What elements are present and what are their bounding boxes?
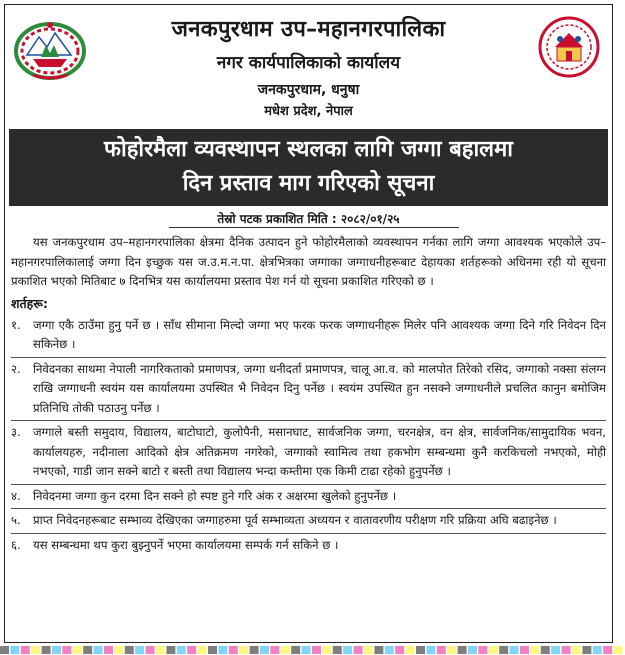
registration-mark (52, 646, 61, 654)
registration-mark (385, 646, 394, 654)
date-underline (169, 227, 459, 228)
registration-mark (260, 646, 269, 654)
conditions-heading: शर्तहरू: (11, 295, 48, 311)
registration-mark (499, 646, 508, 654)
registration-mark (406, 646, 415, 654)
registration-mark (0, 646, 9, 654)
registration-mark (250, 646, 259, 654)
registration-mark (489, 646, 498, 654)
condition-text: निवेदनमा जग्गा कुन दरमा दिन सक्ने हो स्पष्ट हुने गरि अंक र अक्षरमा खुलेको हुनुपर्नेछ । (33, 488, 397, 503)
condition-text: जग्गाले बस्ती समुदाय, विद्यालय, बाटोघाटो, कुलोपैनी, मसानघाट, सार्वजनिक जग्गा, चरनक्षेत्र, वन क्षेत्र, सार्वजनिक/सामुदायिक भवन, कार्यालयहरु, नदीनाला आदिको क्षेत्र अतिक्रमण नगरेको, जग्गाको स्वामित्व तथा हकभोग सम्बन्धमा कुनै करकिचलो नभएको, मोही नभएको, गाडी जान सक्ने बाटो र बस्ती तथा विद्यालय भन्दा कम्तीमा एक किमी टाढा रहेको हुनुपर्नेछ । (33, 425, 606, 478)
registration-mark (135, 646, 144, 654)
registration-mark (572, 646, 581, 654)
registration-mark (31, 646, 40, 654)
registration-mark (530, 646, 539, 654)
registration-mark (582, 646, 591, 654)
publication-date: तेस्रो पटक प्रकाशित मिति : २०८२/०१/२५ (217, 212, 400, 226)
registration-mark (468, 646, 477, 654)
registration-mark (437, 646, 446, 654)
notice-title-banner (9, 129, 608, 206)
registration-mark (395, 646, 404, 654)
registration-mark (239, 646, 248, 654)
condition-item (11, 484, 606, 509)
condition-item (11, 533, 606, 558)
address-line-2: मधेश प्रदेश, नेपाल (264, 104, 353, 119)
registration-mark (10, 646, 19, 654)
condition-number: ४. (11, 488, 21, 503)
registration-mark (562, 646, 571, 654)
registration-mark (198, 646, 207, 654)
condition-item (11, 508, 606, 533)
registration-mark (125, 646, 134, 654)
print-registration-marks (0, 646, 625, 655)
registration-mark (322, 646, 331, 654)
registration-mark (229, 646, 238, 654)
registration-mark (426, 646, 435, 654)
condition-number: २. (11, 361, 21, 376)
registration-mark (416, 646, 425, 654)
registration-mark (551, 646, 560, 654)
condition-item (11, 420, 606, 484)
registration-mark (458, 646, 467, 654)
registration-mark (447, 646, 456, 654)
registration-mark (364, 646, 373, 654)
municipality-name: जनकपुरधाम उप–महानगरपालिका (171, 17, 446, 42)
registration-mark (218, 646, 227, 654)
condition-text: प्राप्त निवेदनहरूबाट सम्भाव्य देखिएका जग्गाहरुमा पूर्व सम्भाव्यता अध्ययन र वातावरणीय परीक्षण गरि प्रक्रिया अघि बढाइनेछ । (33, 513, 557, 527)
condition-number: १. (11, 317, 21, 332)
registration-mark (94, 646, 103, 654)
notice-title-line-2: दिन प्रस्ताव माग गरिएको सूचना (182, 171, 435, 196)
registration-mark (208, 646, 217, 654)
registration-mark (520, 646, 529, 654)
registration-mark (42, 646, 51, 654)
registration-mark (478, 646, 487, 654)
condition-text: यस सम्बन्धमा थप कुरा बुझ्नुपर्ने भएमा कार्यालयमा सम्पर्क गर्न सकिने छ । (33, 537, 339, 552)
conditions-list (11, 314, 606, 558)
notice-body (11, 233, 606, 557)
municipality-logo-icon (538, 13, 600, 81)
registration-mark (62, 646, 71, 654)
condition-text: जग्गा एकै ठाउँमा हुनु पर्ने छ । साँध सीमाना मिल्दो जग्गा भए फरक फरक जग्गाधनीहरू मिलेर पनि आवश्यक जग्गा दिने गरि निवेदन दिन सकिनेछ । (33, 317, 606, 351)
condition-text: निवेदनका साथमा नेपाली नागरिकताको प्रमाणपत्र, जग्गा धनीदर्ता प्रमाणपत्र, चालू आ.व. को मालपोत तिरेको रसिद, जग्गाको नक्सा संलग्न राखि जग्गाधनी स्वयंम यस कार्यालयमा उपस्थित भै निवेदन दिनु पर्नेछ । स्वयंम उपस्थित हुन नसक्ने जग्गाधनीले प्रचलित कानुन बमोजिम प्रतिनिधि तोकी पठाउनु पर्नेछ । (33, 361, 606, 415)
registration-mark (541, 646, 550, 654)
condition-number: ५. (11, 513, 21, 527)
registration-mark (114, 646, 123, 654)
registration-mark (83, 646, 92, 654)
condition-item (11, 357, 606, 421)
notice-frame (4, 4, 613, 643)
registration-mark (593, 646, 602, 654)
notice-header (5, 5, 612, 123)
notice-intro-paragraph: यस जनकपुरधाम उप–महानगरपालिका क्षेत्रमा दैनिक उत्पादन हुने फोहोरमैलाको व्यवस्थापन गर्नका लागि जग्गा आवश्यक भएकोले उप–महानगरपालिकालाई जग्गा दिन इच्छुक यस ज.उ.म.न.पा. क्षेत्रभित्रका जग्गाका जग्गाधनीहरूबाट देहायका शर्तहरूको अधिनमा रही यो सूचना प्रकाशित भएको मितिबाट ७ दिनभित्र यस कार्यालयमा प्रस्ताव पेश गर्न यो सूचना प्रकाशित गरिएको छ । (11, 235, 607, 288)
condition-item (11, 314, 606, 357)
registration-mark (177, 646, 186, 654)
registration-mark (104, 646, 113, 654)
registration-mark (146, 646, 155, 654)
registration-mark (614, 646, 623, 654)
registration-mark (354, 646, 363, 654)
registration-mark (156, 646, 165, 654)
registration-mark (270, 646, 279, 654)
notice-title-line-1: फोहोरमैला व्यवस्थापन स्थलका लागि जग्गा बहालमा (104, 137, 513, 162)
registration-mark (510, 646, 519, 654)
office-name: नगर कार्यपालिकाको कार्यालय (216, 53, 401, 73)
registration-mark (281, 646, 290, 654)
registration-mark (343, 646, 352, 654)
condition-number: ३. (11, 425, 21, 439)
registration-mark (312, 646, 321, 654)
registration-mark (187, 646, 196, 654)
registration-mark (21, 646, 30, 654)
registration-mark (73, 646, 82, 654)
registration-mark (333, 646, 342, 654)
condition-number: ६. (11, 537, 21, 552)
registration-mark (166, 646, 175, 654)
address-line-1: जनकपुरधाम, धनुषा (257, 82, 360, 98)
registration-mark (291, 646, 300, 654)
registration-mark (603, 646, 612, 654)
registration-mark (374, 646, 383, 654)
registration-mark (302, 646, 311, 654)
